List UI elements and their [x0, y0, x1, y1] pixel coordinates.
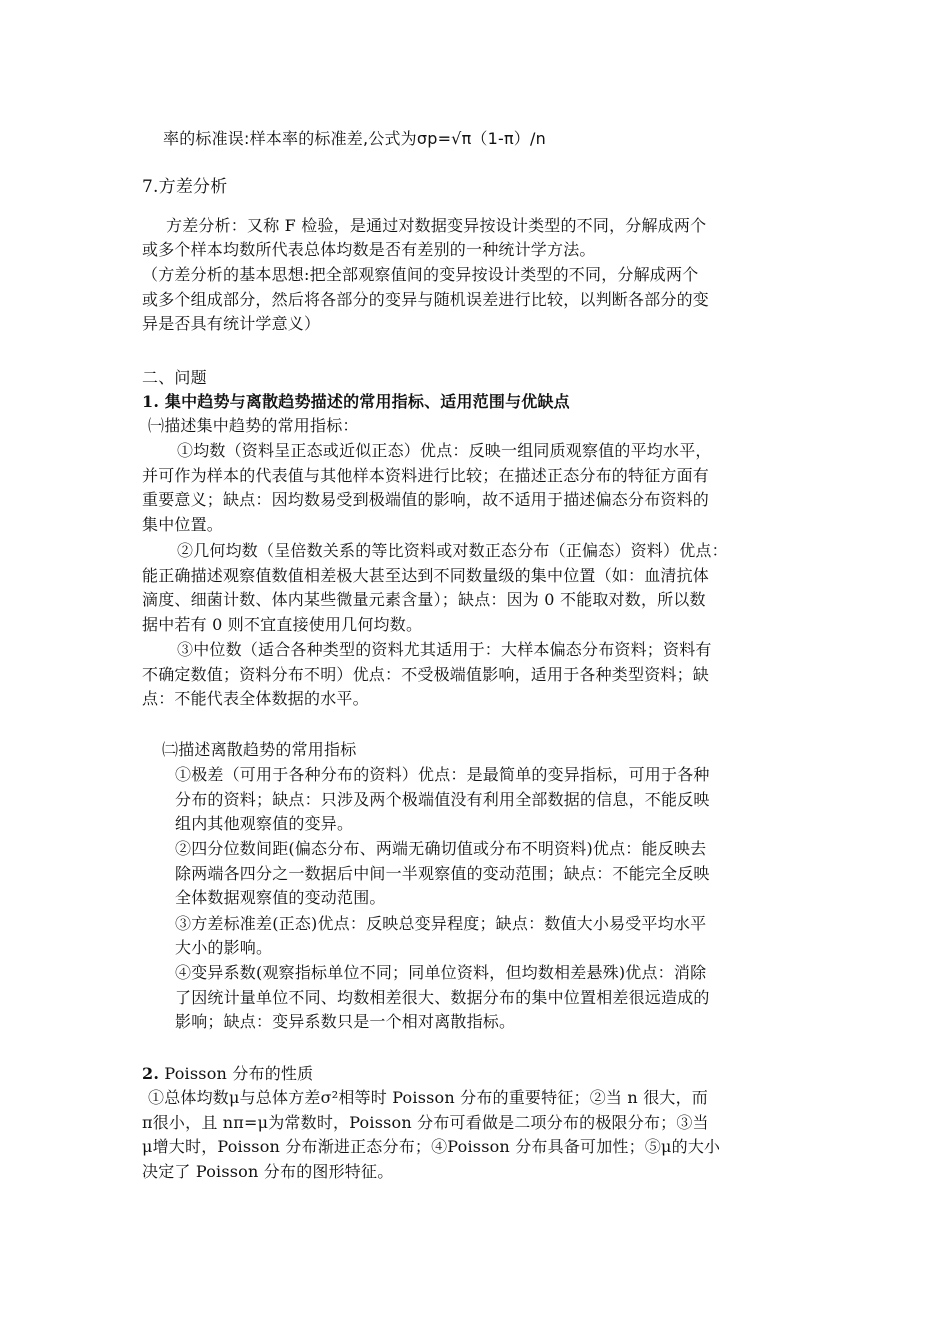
- paragraph-line: 重要意义；缺点：因均数易受到极端值的影响，故不适用于描述偏态分布资料的: [142, 490, 710, 509]
- paragraph-line: 滴度、细菌计数、体内某些微量元素含量）；缺点：因为 0 不能取对数，所以数: [142, 590, 706, 609]
- paragraph-line: ④变异系数(观察指标单位不同；同单位资料，但均数相差悬殊)优点：消除: [175, 963, 707, 982]
- paragraph-line: ①均数（资料呈正态或近似正态）优点：反映一组同质观察值的平均水平，: [177, 441, 712, 460]
- paragraph-line: 除两端各四分之一数据后中间一半观察值的变动范围；缺点：不能完全反映: [175, 864, 710, 883]
- paragraph-line: 方差分析：又称 F 检验，是通过对数据变异按设计类型的不同，分解成两个: [166, 216, 707, 235]
- subheading-central-tendency: ㈠描述集中趋势的常用指标：: [148, 416, 359, 435]
- paragraph-line: ②四分位数间距(偏态分布、两端无确切值或分布不明资料)优点：能反映去: [175, 839, 707, 858]
- paragraph-line: 大小的影响。: [175, 938, 273, 957]
- paragraph-line: 决定了 Poisson 分布的图形特征。: [142, 1162, 394, 1181]
- paragraph-line: 并可作为样本的代表值与其他样本资料进行比较；在描述正态分布的特征方面有: [142, 466, 710, 485]
- paragraph-line: 影响；缺点：变异系数只是一个相对离散指标。: [175, 1012, 516, 1031]
- paragraph-line: π很小，且 nπ=μ为常数时，Poisson 分布可看做是二项分布的极限分布；③当: [142, 1113, 709, 1132]
- paragraph-line: ①总体均数μ与总体方差σ²相等时 Poisson 分布的重要特征；②当 n 很大，而: [148, 1088, 709, 1107]
- question-heading-1: 1. 集中趋势与离散趋势描述的常用指标、适用范围与优缺点: [142, 392, 570, 411]
- section-heading-anova: 7.方差分析: [142, 177, 228, 197]
- question-title: Poisson 分布的性质: [164, 1064, 314, 1083]
- paragraph-line: 能正确描述观察值数值相差极大甚至达到不同数量级的集中位置（如：血清抗体: [142, 566, 710, 585]
- paragraph-line: 分布的资料；缺点：只涉及两个极端值没有利用全部数据的信息，不能反映: [175, 790, 710, 809]
- paragraph-line: ②几何均数（呈倍数关系的等比资料或对数正态分布（正偏态）资料）优点：: [177, 541, 728, 560]
- section-heading-questions: 二、问题: [142, 368, 207, 387]
- paragraph-line: 集中位置。: [142, 515, 224, 534]
- paragraph-line: 点：不能代表全体数据的水平。: [142, 689, 369, 708]
- paragraph-line: （方差分析的基本思想:把全部观察值间的变异按设计类型的不同，分解成两个: [142, 265, 699, 284]
- question-number: 2.: [142, 1064, 160, 1083]
- paragraph-line: ③中位数（适合各种类型的资料尤其适用于：大样本偏态分布资料；资料有: [177, 640, 712, 659]
- paragraph-line: 或多个样本均数所代表总体均数是否有差别的一种统计学方法。: [142, 240, 596, 259]
- paragraph-line: 或多个组成部分，然后将各部分的变异与随机误差进行比较，以判断各部分的变: [142, 290, 710, 309]
- paragraph-line: 不确定数值；资料分布不明）优点：不受极端值影响，适用于各种类型资料；缺: [142, 665, 710, 684]
- paragraph-line: 据中若有 0 则不宜直接使用几何均数。: [142, 615, 423, 634]
- paragraph-line: μ增大时，Poisson 分布渐进正态分布；④Poisson 分布具备可加性；⑤μ的大小: [142, 1137, 721, 1156]
- paragraph-line: 异是否具有统计学意义）: [142, 314, 321, 333]
- subheading-dispersion: ㈡描述离散趋势的常用指标: [162, 740, 357, 759]
- question-heading-2: [142, 1062, 313, 1086]
- paragraph-line: ③方差标准差(正态)优点：反映总变异程度；缺点：数值大小易受平均水平: [175, 914, 707, 933]
- paragraph-line: 组内其他观察值的变异。: [175, 814, 354, 833]
- formula-line: 率的标准误:样本率的标准差,公式为σp=√π（1-π）/n: [163, 129, 546, 148]
- paragraph-line: 全体数据观察值的变动范围。: [175, 888, 386, 907]
- paragraph-line: 了因统计量单位不同、均数相差很大、数据分布的集中位置相差很远造成的: [175, 988, 710, 1007]
- paragraph-line: ①极差（可用于各种分布的资料）优点：是最简单的变异指标，可用于各种: [175, 765, 710, 784]
